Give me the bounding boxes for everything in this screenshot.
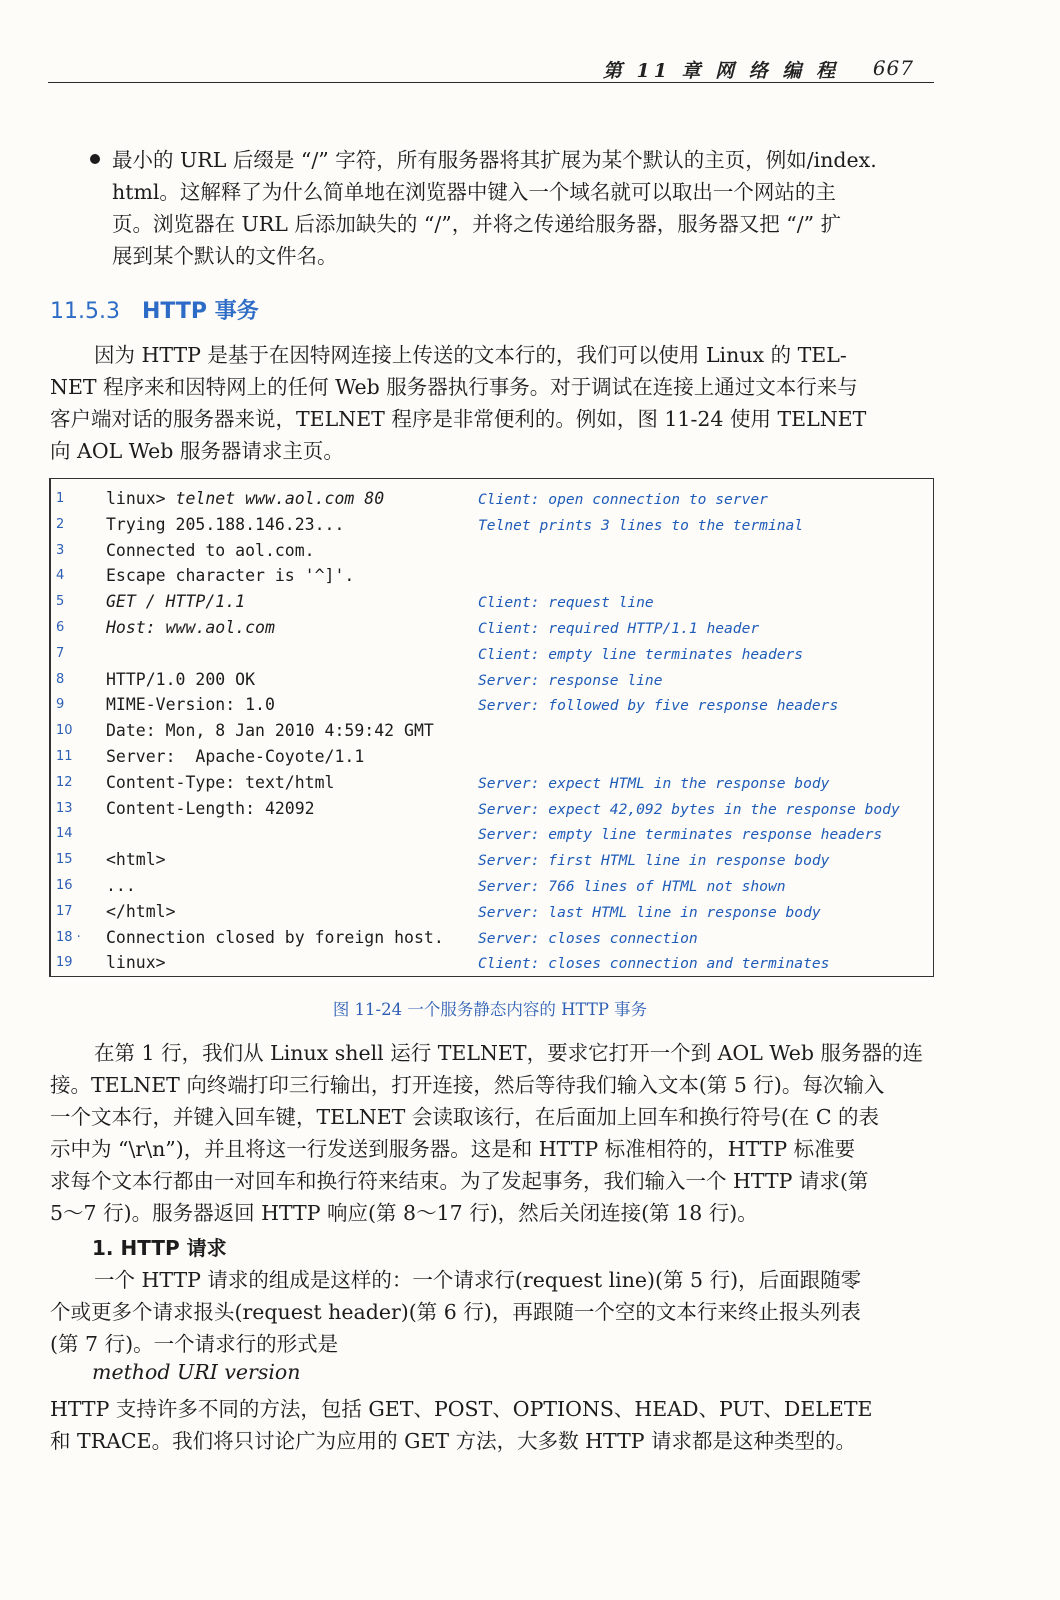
code-text (106, 902, 176, 921)
paragraph-line: 个或更多个请求报头(request header)(第 6 行)，再跟随一个空的文本行来终止报头列表 (50, 1300, 861, 1324)
code-text (106, 850, 166, 869)
code-plain: linux> (106, 489, 176, 508)
code-plain: linux> (106, 953, 166, 973)
line-number: 6 (56, 620, 65, 635)
code-row (50, 665, 933, 691)
paragraph-line: 一个 HTTP 请求的组成是这样的：一个请求行(request line)(第 5 行)，后面跟随零 (94, 1268, 862, 1292)
code-comment: Client: request line (478, 594, 654, 612)
code-text (106, 489, 384, 508)
code-plain: <html> (106, 850, 166, 870)
bullet-dot-icon (90, 154, 100, 164)
code-comment: Server: last HTML line in response body (478, 903, 821, 921)
code-text (106, 953, 166, 972)
code-row (50, 716, 933, 742)
line-number: 9 (56, 697, 65, 713)
running-header (48, 52, 934, 83)
line-number: 10 (56, 723, 73, 739)
code-row (50, 561, 933, 587)
code-text (106, 721, 434, 740)
line-number: 4 (56, 568, 65, 584)
code-text (106, 695, 275, 714)
line-number: 15 (56, 852, 73, 868)
code-plain: Server: Apache-Coyote/1.1 (106, 747, 365, 766)
line-number: 2 (56, 516, 65, 532)
line-number: 12 (56, 774, 73, 790)
code-text (106, 799, 315, 818)
code-row (50, 794, 933, 820)
code-row (50, 768, 933, 794)
paragraph-line: NET 程序来和因特网上的任何 Web 服务器执行事务。对于调试在连接上通过文本行来与 (50, 375, 858, 399)
bullet-line: 页。浏览器在 URL 后添加缺失的 “/”，并将之传递给服务器，服务器又把 “/” 扩 (112, 212, 842, 236)
code-typed-input: GET / HTTP/1.1 (106, 592, 246, 612)
code-figure (49, 478, 934, 977)
code-comment: Client: required HTTP/1.1 header (478, 620, 760, 637)
paragraph-line: 因为 HTTP 是基于在因特网连接上传送的文本行的，我们可以使用 Linux 的 TEL- (94, 343, 847, 367)
line-number: 14 (56, 826, 73, 842)
code-row (50, 613, 933, 639)
code-plain: Connected to aol.com. (106, 540, 315, 560)
code-row (50, 536, 933, 562)
code-plain: Content-Length: 42092 (106, 798, 315, 818)
line-number: 3 (56, 542, 65, 558)
line-number: 16 (56, 878, 73, 893)
bullet-line: 展到某个默认的文件名。 (112, 244, 338, 268)
code-comment: Client: empty line terminates headers (478, 645, 804, 663)
figure-border (50, 479, 51, 976)
line-number: 5 (56, 594, 65, 610)
code-typed-input: Host: www.aol.com (106, 618, 275, 637)
bullet-line: html。这解释了为什么简单地在浏览器中键入一个域名就可以取出一个网站的主 (112, 180, 836, 204)
code-typed-input: telnet www.aol.com 80 (175, 489, 385, 508)
section-heading (50, 294, 259, 325)
paragraph-line: 客户端对话的服务器来说，TELNET 程序是非常便利的。例如，图 11-24 使用 TELNET (50, 407, 867, 431)
code-comment: Server: expect 42,092 bytes in the response body (478, 800, 900, 818)
code-text (106, 928, 444, 947)
code-row (50, 510, 933, 536)
code-text (106, 515, 344, 534)
code-comment: Server: 766 lines of HTML not shown (478, 878, 786, 895)
paragraph-line: 一个文本行，并键入回车键，TELNET 会读取该行，在后面加上回车和换行符号(在 C 的表 (50, 1105, 880, 1129)
code-row (50, 923, 933, 949)
code-text (106, 670, 255, 689)
line-number: 19 (56, 955, 73, 971)
line-number: 17 (56, 903, 73, 919)
code-plain: Date: Mon, 8 Jan 2010 4:59:42 GMT (106, 721, 434, 741)
code-row (50, 639, 933, 665)
code-row (50, 484, 933, 510)
code-comment: Client: open connection to server (478, 491, 768, 508)
code-text (106, 618, 275, 637)
bullet-line: 最小的 URL 后缀是 “/” 字符，所有服务器将其扩展为某个默认的主页，例如/index. (112, 148, 877, 172)
code-row (50, 897, 933, 923)
paragraph-line: 5～7 行)。服务器返回 HTTP 响应(第 8～17 行)，然后关闭连接(第 18 行)。 (50, 1201, 758, 1225)
code-comment: Server: closes connection (478, 929, 698, 947)
page-number: 667 (872, 56, 914, 80)
code-plain: </html> (106, 901, 176, 921)
code-row (50, 948, 933, 974)
code-row (50, 587, 933, 613)
section-title: HTTP 事务 (141, 299, 259, 324)
paragraph-line: HTTP 支持许多不同的方法，包括 GET、POST、OPTIONS、HEAD、PUT、DELETE (50, 1397, 873, 1421)
code-row (50, 845, 933, 871)
code-row (50, 742, 933, 768)
section-number: 11.5.3 (50, 299, 120, 324)
request-line-format: method URI version (92, 1360, 301, 1384)
code-comment: Telnet prints 3 lines to the terminal (478, 516, 804, 534)
code-text (106, 541, 315, 560)
code-comment: Server: followed by five response headers (478, 697, 839, 715)
code-plain: HTTP/1.0 200 OK (106, 669, 256, 689)
paragraph-line: 在第 1 行，我们从 Linux shell 运行 TELNET，要求它打开一个到 AOL Web 服务器的连 (94, 1041, 923, 1065)
code-text (106, 876, 136, 895)
paragraph-line: 求每个文本行都由一对回车和换行符来结束。为了发起事务，我们输入一个 HTTP 请求(第 (50, 1169, 869, 1193)
code-text (106, 592, 245, 611)
paragraph-line: 接。TELNET 向终端打印三行输出，打开连接，然后等待我们输入文本(第 5 行)。每次输入 (50, 1073, 885, 1097)
code-comment: Server: response line (478, 671, 663, 689)
code-comment: Server: first HTML line in response body (478, 852, 830, 870)
line-number: 8 (56, 671, 65, 687)
code-row (50, 819, 933, 845)
line-number: 7 (56, 645, 65, 661)
code-plain: Trying 205.188.146.23... (106, 514, 345, 534)
paragraph-line: 和 TRACE。我们将只讨论广为应用的 GET 方法，大多数 HTTP 请求都是这种类型的。 (50, 1429, 857, 1453)
line-number: 1 (56, 491, 65, 506)
line-number: 13 (56, 800, 73, 816)
paragraph-line: 向 AOL Web 服务器请求主页。 (50, 439, 344, 463)
code-comment: Client: closes connection and terminates (478, 955, 830, 973)
code-comment: Server: empty line terminates response headers (478, 826, 883, 844)
code-comment: Server: expect HTML in the response body (478, 774, 830, 792)
code-plain: ... (106, 876, 136, 895)
code-plain: MIME-Version: 1.0 (106, 695, 275, 715)
code-text (106, 747, 364, 766)
code-row (50, 690, 933, 716)
line-number: 11 (56, 749, 73, 764)
line-number: 18 · (56, 929, 81, 945)
paragraph-line: 示中为 “\r\n”)，并且将这一行发送到服务器。这是和 HTTP 标准相符的，HTTP 标准要 (50, 1137, 856, 1161)
subsection-heading: 1. HTTP 请求 (92, 1236, 227, 1260)
figure-caption: 图 11-24 一个服务静态内容的 HTTP 事务 (332, 1000, 648, 1019)
code-row (50, 871, 933, 897)
code-text (106, 566, 354, 585)
paragraph-line: (第 7 行)。一个请求行的形式是 (50, 1332, 339, 1356)
chapter-title: 第 11 章 网 络 编 程 (602, 60, 839, 82)
code-plain: Content-Type: text/html (106, 772, 335, 792)
code-plain: Connection closed by foreign host. (106, 927, 444, 947)
code-text (106, 773, 334, 792)
code-plain: Escape character is '^]'. (106, 566, 355, 586)
